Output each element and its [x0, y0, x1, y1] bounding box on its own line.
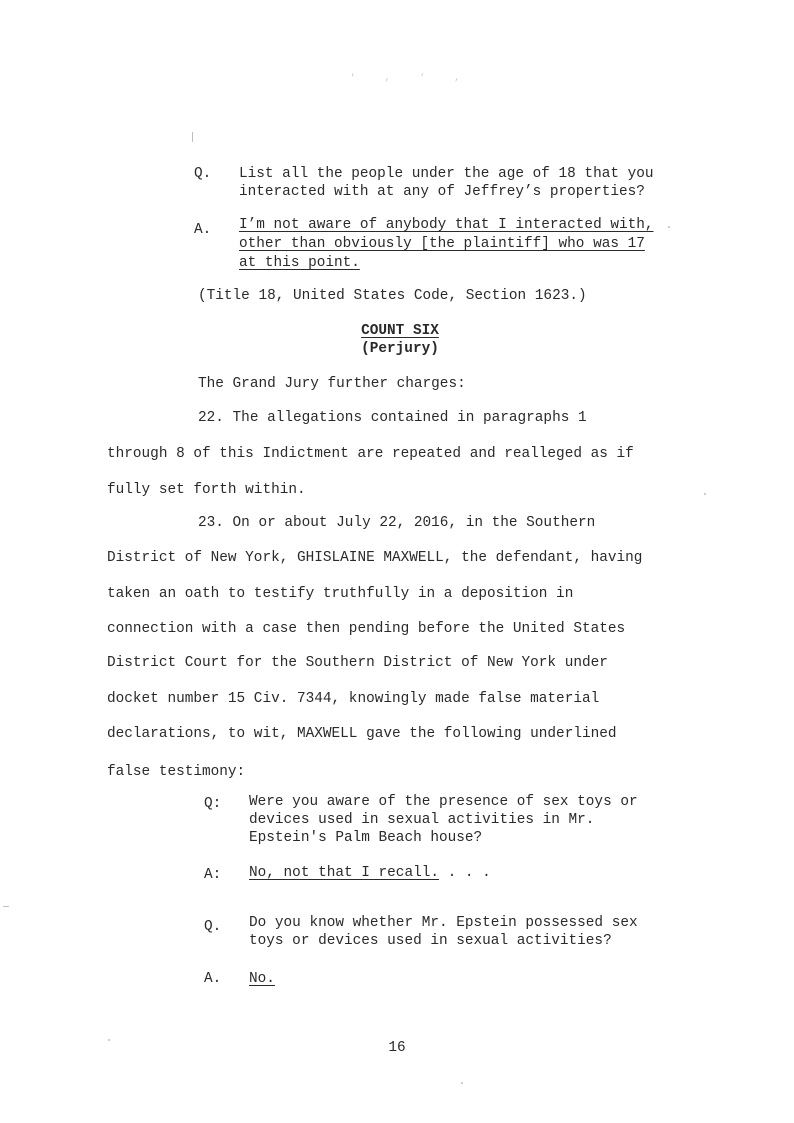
para23-line: District Court for the Southern District of New York under — [107, 655, 608, 671]
para23-line: docket number 15 Civ. 7344, knowingly made false material — [107, 691, 600, 707]
qa2-a1-ellipsis: . . . — [439, 865, 491, 881]
qa1-a-line-1: I’m not aware of anybody that I interacted with, — [239, 217, 654, 233]
scan-speck — [668, 226, 670, 228]
qa2-q1-label: Q: — [204, 796, 222, 812]
page-number: 16 — [388, 1040, 406, 1056]
qa2-q1-line-3: Epstein's Palm Beach house? — [249, 830, 483, 846]
para22-first-line: 22. The allegations contained in paragraphs 1 — [198, 410, 587, 426]
para23-line: District of New York, GHISLAINE MAXWELL, the defendant, having — [107, 550, 643, 566]
para23-line: declarations, to wit, MAXWELL gave the following underlined — [107, 726, 617, 742]
para22-line: fully set forth within. — [107, 482, 306, 498]
qa1-a-line-2: other than obviously [the plaintiff] who was 17 — [239, 236, 645, 252]
statute-citation: (Title 18, United States Code, Section 1623.) — [198, 288, 587, 304]
para23-line: false testimony: — [107, 764, 246, 780]
qa2-q2-line-2: toys or devices used in sexual activities? — [249, 933, 612, 949]
grand-jury-intro: The Grand Jury further charges: — [198, 376, 466, 392]
qa2-q2-line-1: Do you know whether Mr. Epstein possessed sex — [249, 915, 638, 931]
qa1-q-line-1: List all the people under the age of 18 that you — [239, 166, 654, 182]
para22-line: through 8 of this Indictment are repeated and realleged as if — [107, 446, 634, 462]
count-title: COUNT SIX — [361, 323, 439, 339]
qa2-a2-answer: No. — [249, 971, 275, 987]
qa2-a1-label: A: — [204, 867, 222, 883]
scan-speck — [461, 1082, 463, 1084]
qa1-a-label: A. — [194, 222, 212, 238]
qa1-q-line-2: interacted with at any of Jeffrey’s properties? — [239, 184, 645, 200]
scan-speck — [3, 906, 9, 907]
qa2-q1-line-2: devices used in sexual activities in Mr. — [249, 812, 595, 828]
qa2-a2-label: A. — [204, 971, 222, 987]
para23-line: connection with a case then pending before the United States — [107, 621, 626, 637]
qa2-q2-label: Q. — [204, 919, 222, 935]
qa2-a1-underlined: No, not that I recall. — [249, 865, 439, 881]
para23-line: taken an oath to testify truthfully in a deposition in — [107, 586, 574, 602]
qa1-q-label: Q. — [194, 166, 212, 182]
scan-speck — [192, 132, 193, 142]
scan-speck — [108, 1039, 110, 1041]
para23-first-line: 23. On or about July 22, 2016, in the Southern — [198, 515, 596, 531]
scan-speck — [704, 493, 706, 495]
count-subtitle: (Perjury) — [361, 341, 439, 357]
qa2-a1-answer — [249, 864, 491, 882]
qa2-q1-line-1: Were you aware of the presence of sex toys or — [249, 794, 638, 810]
qa1-a-line-3: at this point. — [239, 255, 360, 271]
scan-marks: ' , ’ , — [350, 73, 472, 83]
